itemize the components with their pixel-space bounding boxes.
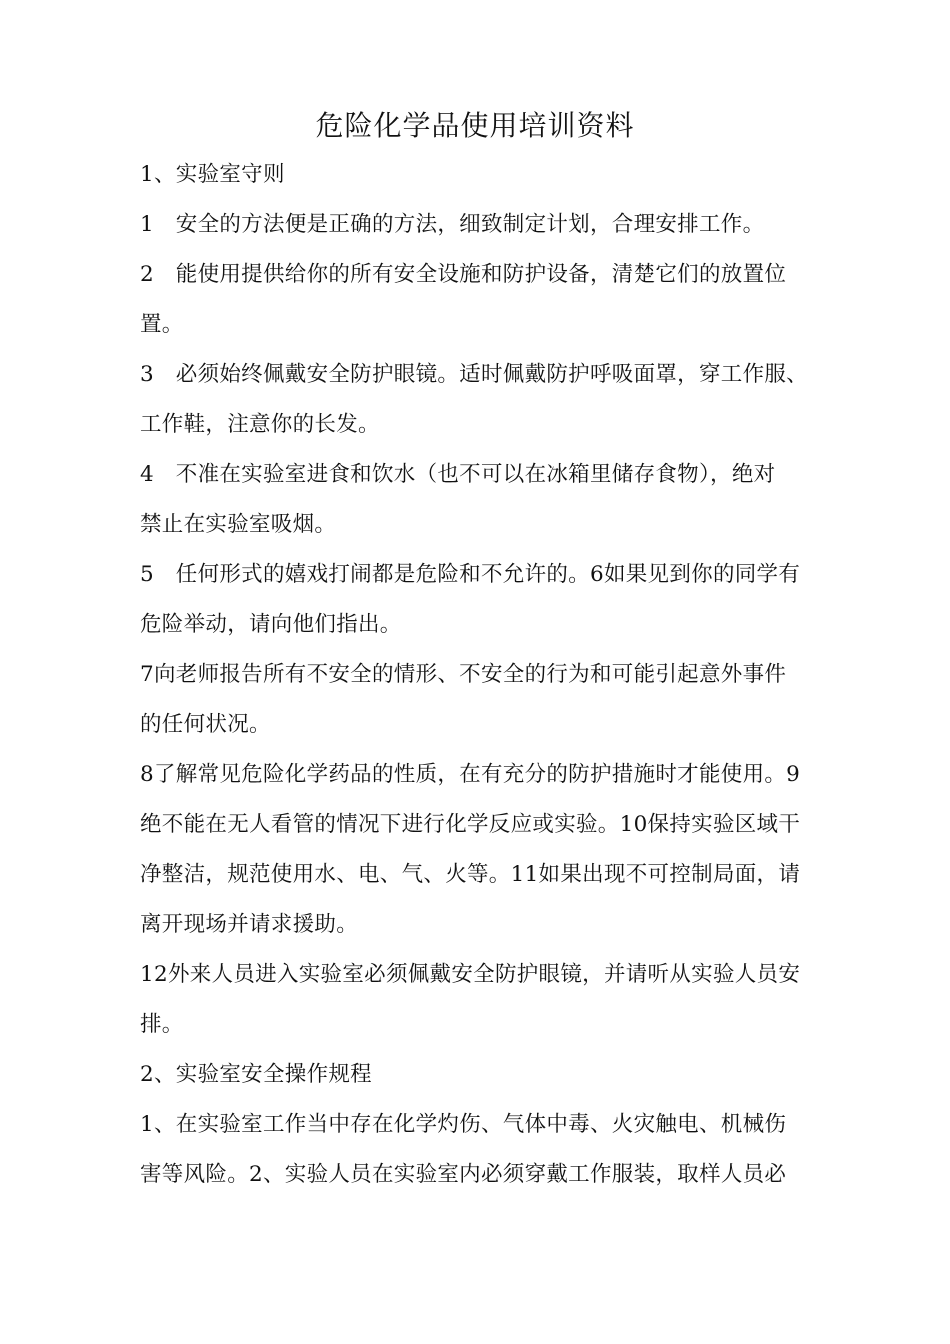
paragraph-line: 的任何状况。	[140, 712, 271, 737]
paragraph-line: 2 能使用提供给你的所有安全设施和防护设备，清楚它们的放置位	[140, 262, 787, 287]
paragraph-line: 绝不能在无人看管的情况下进行化学反应或实验。10保持实验区域干	[140, 812, 801, 837]
document-body	[140, 150, 830, 1200]
paragraph-line: 置。	[140, 312, 184, 337]
section-heading: 1、实验室守则	[140, 162, 285, 187]
paragraph-line: 8了解常见危险化学药品的性质，在有充分的防护措施时才能使用。9	[140, 762, 801, 787]
paragraph-line: 5 任何形式的嬉戏打闹都是危险和不允许的。6如果见到你的同学有	[140, 562, 801, 587]
paragraph-line: 4 不准在实验室进食和饮水（也不可以在冰箱里储存食物），绝对	[140, 462, 776, 487]
paragraph-line: 7向老师报告所有不安全的情形、不安全的行为和可能引起意外事件	[140, 662, 787, 687]
paragraph-line: 3 必须始终佩戴安全防护眼镜。适时佩戴防护呼吸面罩，穿工作服、	[140, 362, 808, 387]
paragraph-line: 工作鞋，注意你的长发。	[140, 412, 380, 437]
paragraph-line: 12外来人员进入实验室必须佩戴安全防护眼镜，并请听从实验人员安	[140, 962, 801, 987]
paragraph-line: 危险举动，请向他们指出。	[140, 612, 402, 637]
paragraph-line: 禁止在实验室吸烟。	[140, 512, 337, 537]
paragraph-line: 排。	[140, 1012, 184, 1037]
document-title: 危险化学品使用培训资料	[315, 109, 635, 142]
paragraph-line: 1 安全的方法便是正确的方法，细致制定计划，合理安排工作。	[140, 212, 765, 237]
paragraph-line: 害等风险。2、实验人员在实验室内必须穿戴工作服装，取样人员必	[140, 1162, 787, 1187]
section-heading: 2、实验室安全操作规程	[140, 1062, 372, 1087]
paragraph-line: 离开现场并请求援助。	[140, 912, 359, 937]
paragraph-line: 净整洁，规范使用水、电、气、火等。11如果出现不可控制局面，请	[140, 862, 801, 887]
paragraph-line: 1、在实验室工作当中存在化学灼伤、气体中毒、火灾触电、机械伤	[140, 1112, 787, 1137]
